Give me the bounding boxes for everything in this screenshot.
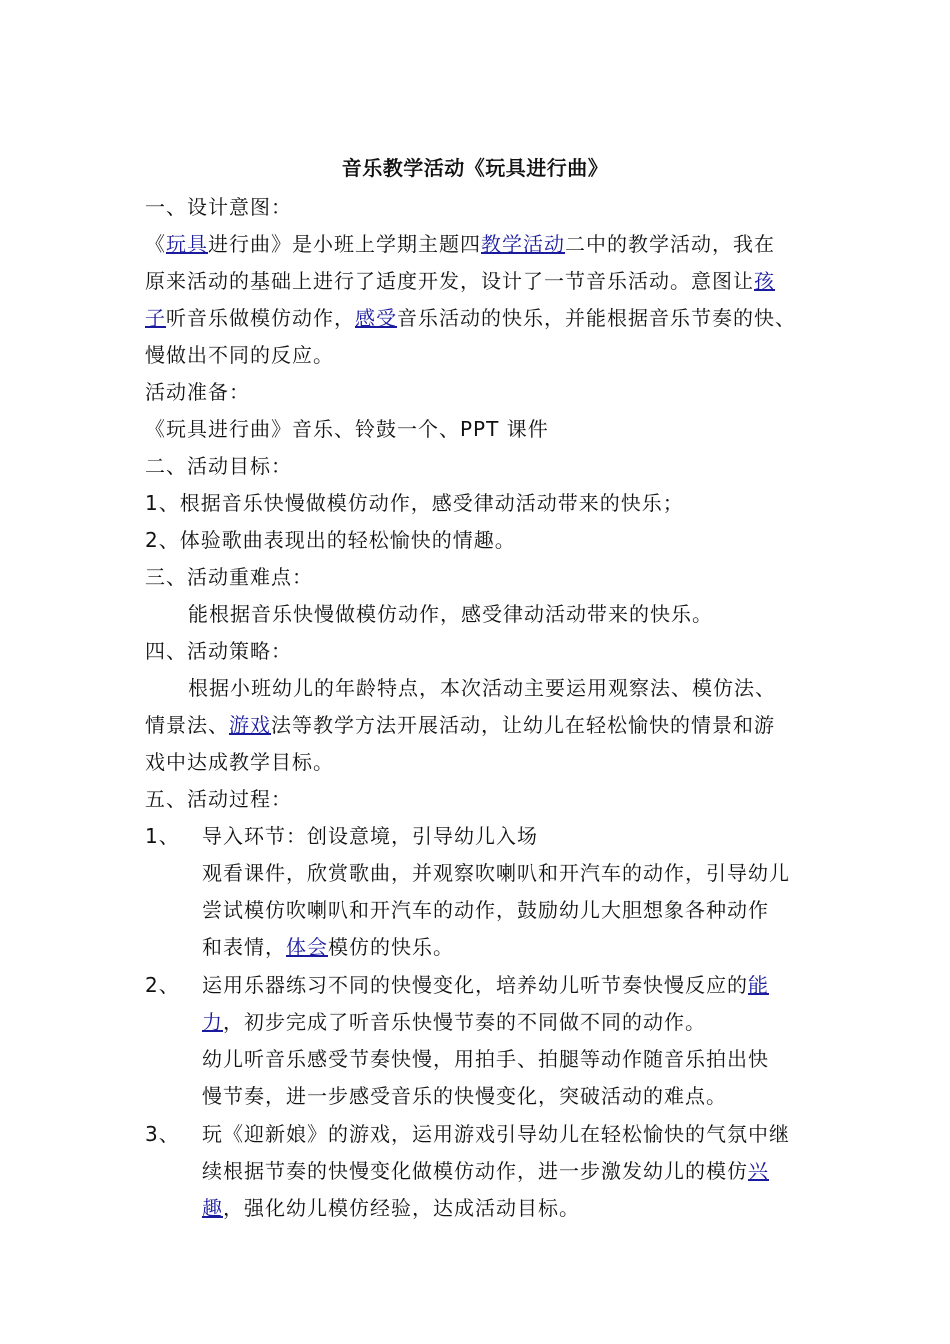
step-2-line	[145, 971, 769, 999]
text-span: 听音乐做模仿动作，	[166, 306, 355, 330]
section-heading-goals: 二、活动目标：	[145, 454, 292, 478]
text-span: ，初步完成了听音乐快慢节奏的不同做不同的动作。	[223, 1010, 706, 1034]
paragraph-line: 幼儿听音乐感受节奏快慢，用拍手、拍腿等动作随音乐拍出快	[202, 1047, 769, 1071]
step-number: 2、	[145, 973, 180, 997]
text-span: 情景法、	[145, 713, 229, 737]
paragraph-line	[145, 267, 775, 295]
paragraph-line	[202, 1194, 580, 1222]
key-points-text: 能根据音乐快慢做模仿动作，感受律动活动带来的快乐。	[188, 602, 713, 626]
paragraph-line: 慢节奏，进一步感受音乐的快慢变化，突破活动的难点。	[202, 1084, 727, 1108]
text-span: 续根据节奏的快慢变化做模仿动作，进一步激发幼儿的模仿	[202, 1159, 748, 1183]
section-heading-design-intent: 一、设计意图：	[145, 195, 292, 219]
text-span: 音乐活动的快乐，并能根据音乐节奏的快、	[397, 306, 796, 330]
section-heading-strategy: 四、活动策略：	[145, 639, 292, 663]
goal-item-2: 2、体验歌曲表现出的轻松愉快的情趣。	[145, 528, 516, 552]
text-span: 玩《迎新娘》的游戏，运用游戏引导幼儿在轻松愉快的气氛中继	[202, 1122, 790, 1146]
text-span: 模仿的快乐。	[328, 935, 454, 959]
link-child-part1[interactable]: 孩	[754, 269, 775, 293]
step-number: 1、	[145, 824, 180, 848]
step-number: 3、	[145, 1122, 180, 1146]
link-ability-part1[interactable]: 能	[748, 973, 769, 997]
link-child-part2[interactable]: 子	[145, 306, 166, 330]
section-heading-preparation: 活动准备：	[145, 380, 250, 404]
link-teaching-activity[interactable]: 教学活动	[481, 232, 565, 256]
text-span: 导入环节：创设意境，引导幼儿入场	[202, 824, 538, 848]
link-interest-part1[interactable]: 兴	[748, 1159, 769, 1183]
section-heading-process: 五、活动过程：	[145, 787, 292, 811]
page-title: 音乐教学活动《玩具进行曲》	[341, 156, 609, 180]
preparation-text: 《玩具进行曲》音乐、铃鼓一个、PPT 课件	[145, 417, 549, 441]
text-span: 《	[145, 232, 166, 256]
text-span: 法等教学方法开展活动，让幼儿在轻松愉快的情景和游	[271, 713, 775, 737]
paragraph-line	[202, 933, 454, 961]
paragraph-line: 尝试模仿吹喇叭和开汽车的动作，鼓励幼儿大胆想象各种动作	[202, 898, 769, 922]
text-span: 原来活动的基础上进行了适度开发，设计了一节音乐活动。意图让	[145, 269, 754, 293]
text-span: ，强化幼儿模仿经验，达成活动目标。	[223, 1196, 580, 1220]
paragraph-line	[145, 230, 775, 258]
paragraph-line: 观看课件，欣赏歌曲，并观察吹喇叭和开汽车的动作，引导幼儿	[202, 861, 790, 885]
step-1-title	[145, 822, 538, 850]
section-heading-key-points: 三、活动重难点：	[145, 565, 313, 589]
paragraph-line	[145, 711, 775, 739]
paragraph-line	[202, 1157, 769, 1185]
paragraph-line	[145, 304, 796, 332]
text-span: 二中的教学活动，我在	[565, 232, 775, 256]
paragraph-line: 慢做出不同的反应。	[145, 343, 334, 367]
paragraph-line: 戏中达成教学目标。	[145, 750, 334, 774]
link-ability-part2[interactable]: 力	[202, 1010, 223, 1034]
text-span: 进行曲》是小班上学期主题四	[208, 232, 481, 256]
paragraph-line	[202, 1008, 706, 1036]
text-span: 运用乐器练习不同的快慢变化，培养幼儿听节奏快慢反应的	[202, 973, 748, 997]
text-span: 和表情，	[202, 935, 286, 959]
goal-item-1: 1、根据音乐快慢做模仿动作，感受律动活动带来的快乐；	[145, 491, 684, 515]
link-experience[interactable]: 体会	[286, 935, 328, 959]
link-toy[interactable]: 玩具	[166, 232, 208, 256]
link-interest-part2[interactable]: 趣	[202, 1196, 223, 1220]
link-feel[interactable]: 感受	[355, 306, 397, 330]
paragraph-line: 根据小班幼儿的年龄特点，本次活动主要运用观察法、模仿法、	[188, 676, 776, 700]
step-3-line	[145, 1120, 790, 1148]
link-game[interactable]: 游戏	[229, 713, 271, 737]
